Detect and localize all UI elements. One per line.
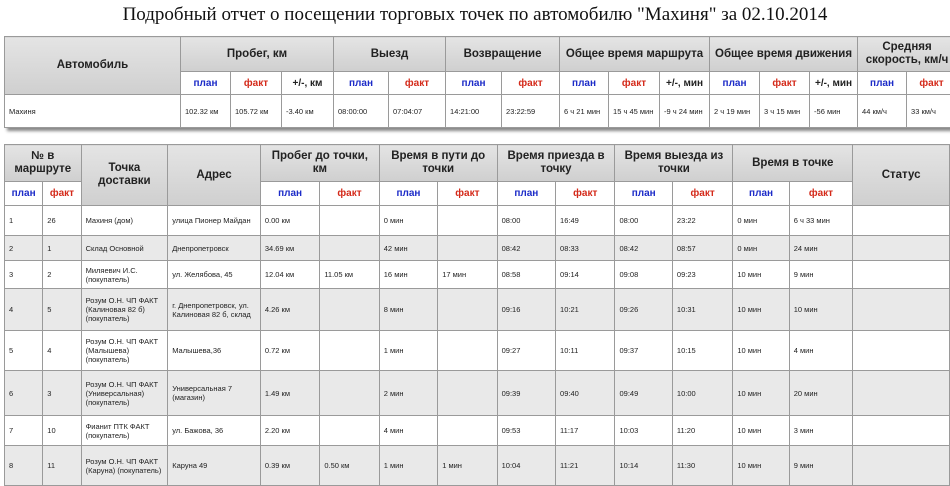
cell-arrival-plan: 10:04 [497, 446, 555, 486]
cell-leave-plan: 08:42 [615, 236, 672, 261]
cell-leave-plan: 10:14 [615, 446, 672, 486]
cell-address: Универсальная 7 (магазин) [168, 371, 261, 416]
cell-number-plan: 3 [5, 261, 43, 289]
cell-stay-fact: 9 мин [789, 261, 852, 289]
cell-leave-fact: 10:00 [672, 371, 732, 416]
sub-fact: факт [231, 72, 282, 95]
sub-fact: факт [789, 182, 852, 206]
cell-leave-fact: 11:20 [672, 416, 732, 446]
cell-leave-plan: 09:08 [615, 261, 672, 289]
cell-arrival-fact: 11:17 [556, 416, 615, 446]
sub-plan: план [733, 182, 789, 206]
cell-address: Днепропетровск [168, 236, 261, 261]
sub-fact: факт [43, 182, 81, 206]
cell-stay-plan: 0 мин [733, 206, 789, 236]
cell-number-fact: 3 [43, 371, 81, 416]
cell-mileage-plan: 102.32 км [181, 95, 231, 128]
cell-mileage-diff: -3.40 км [282, 95, 334, 128]
cell-number-fact: 10 [43, 416, 81, 446]
cell-stay-fact: 6 ч 33 мин [789, 206, 852, 236]
cell-arrival-fact: 09:14 [556, 261, 615, 289]
cell-distance-fact [320, 236, 379, 261]
header-move-time: Общее время движения [710, 37, 858, 72]
cell-mileage-fact: 105.72 км [231, 95, 282, 128]
cell-number-fact: 4 [43, 331, 81, 371]
cell-move-fact: 3 ч 15 мин [760, 95, 810, 128]
cell-leave-fact: 23:22 [672, 206, 732, 236]
cell-delivery-point: Махиня (дом) [81, 206, 168, 236]
table-row [5, 206, 950, 236]
cell-stay-fact: 4 мин [789, 331, 852, 371]
sub-fact: факт [609, 72, 660, 95]
header-mileage: Пробег, км [181, 37, 334, 72]
table-row [5, 261, 950, 289]
summary-row [5, 95, 950, 128]
cell-address: ул. Желябова, 45 [168, 261, 261, 289]
cell-distance-fact [320, 206, 379, 236]
header-delivery-point: Точка доставки [81, 145, 168, 206]
cell-number-plan: 6 [5, 371, 43, 416]
sub-plan: план [446, 72, 502, 95]
cell-distance-plan: 34.69 км [260, 236, 319, 261]
cell-address: г. Днепропетровск, ул. Калиновая 82 б, склад [168, 289, 261, 331]
sub-plan: план [379, 182, 437, 206]
cell-distance-fact [320, 371, 379, 416]
sub-fact: факт [907, 72, 950, 95]
sub-diff: +/-, мин [660, 72, 710, 95]
cell-travel-plan: 1 мин [379, 331, 437, 371]
cell-leave-plan: 09:49 [615, 371, 672, 416]
cell-stay-plan: 10 мин [733, 331, 789, 371]
cell-travel-plan: 42 мин [379, 236, 437, 261]
cell-address: улица Пионер Майдан [168, 206, 261, 236]
cell-arrival-fact: 16:49 [556, 206, 615, 236]
header-arrival-time: Время приезда в точку [497, 145, 615, 182]
cell-stay-fact: 3 мин [789, 416, 852, 446]
cell-departure-fact: 07:04:07 [389, 95, 446, 128]
cell-stay-plan: 10 мин [733, 371, 789, 416]
cell-delivery-point: Фианит ПТК ФАКТ (покупатель) [81, 416, 168, 446]
cell-leave-plan: 09:37 [615, 331, 672, 371]
sub-fact: факт [556, 182, 615, 206]
header-route-time: Общее время маршрута [560, 37, 710, 72]
cell-distance-fact [320, 331, 379, 371]
cell-distance-fact [320, 416, 379, 446]
cell-distance-plan: 12.04 км [260, 261, 319, 289]
cell-number-plan: 4 [5, 289, 43, 331]
report-title: Подробный отчет о посещении торговых точек по автомобилю "Махиня" за 02.10.2014 [0, 4, 950, 26]
cell-number-plan: 7 [5, 416, 43, 446]
cell-leave-plan: 08:00 [615, 206, 672, 236]
table-row [5, 331, 950, 371]
cell-speed-plan: 44 км/ч [858, 95, 907, 128]
cell-travel-plan: 8 мин [379, 289, 437, 331]
cell-arrival-plan: 09:27 [497, 331, 555, 371]
cell-address: Каруна 49 [168, 446, 261, 486]
cell-travel-fact [438, 289, 497, 331]
cell-travel-plan: 4 мин [379, 416, 437, 446]
cell-leave-fact: 10:31 [672, 289, 732, 331]
cell-stay-plan: 0 мин [733, 236, 789, 261]
cell-speed-fact: 33 км/ч [907, 95, 950, 128]
cell-status [853, 289, 950, 331]
cell-delivery-point: Миляевич И.С. (покупатель) [81, 261, 168, 289]
cell-travel-fact [438, 236, 497, 261]
cell-delivery-point: Розум О.Н. ЧП ФАКТ (Каруна) (покупатель) [81, 446, 168, 486]
cell-route-diff: -9 ч 24 мин [660, 95, 710, 128]
cell-arrival-fact: 10:21 [556, 289, 615, 331]
cell-distance-fact [320, 289, 379, 331]
cell-status [853, 416, 950, 446]
cell-number-plan: 1 [5, 206, 43, 236]
cell-stay-plan: 10 мин [733, 446, 789, 486]
cell-stay-fact: 20 мин [789, 371, 852, 416]
header-distance: Пробег до точки, км [260, 145, 379, 182]
cell-travel-plan: 16 мин [379, 261, 437, 289]
sub-fact: факт [502, 72, 560, 95]
sub-fact: факт [760, 72, 810, 95]
cell-distance-fact: 11.05 км [320, 261, 379, 289]
cell-travel-plan: 2 мин [379, 371, 437, 416]
cell-travel-fact [438, 371, 497, 416]
cell-arrival-fact: 09:40 [556, 371, 615, 416]
sub-plan: план [260, 182, 319, 206]
header-leave-time: Время выезда из точки [615, 145, 733, 182]
sub-plan: план [5, 182, 43, 206]
header-travel-time: Время в пути до точки [379, 145, 497, 182]
cell-status [853, 331, 950, 371]
header-departure: Выезд [334, 37, 446, 72]
cell-travel-plan: 1 мин [379, 446, 437, 486]
table-row [5, 289, 950, 331]
cell-route-plan: 6 ч 21 мин [560, 95, 609, 128]
sub-fact: факт [672, 182, 732, 206]
cell-distance-plan: 2.20 км [260, 416, 319, 446]
cell-arrival-plan: 09:16 [497, 289, 555, 331]
cell-distance-plan: 1.49 км [260, 371, 319, 416]
sub-plan: план [560, 72, 609, 95]
table-row [5, 446, 950, 486]
cell-vehicle: Махиня [5, 95, 181, 128]
cell-stay-fact: 24 мин [789, 236, 852, 261]
header-avg-speed: Средняя скорость, км/ч [858, 37, 950, 72]
cell-leave-plan: 09:26 [615, 289, 672, 331]
cell-travel-fact [438, 416, 497, 446]
sub-plan: план [710, 72, 760, 95]
cell-leave-plan: 10:03 [615, 416, 672, 446]
cell-stay-fact: 10 мин [789, 289, 852, 331]
cell-return-plan: 14:21:00 [446, 95, 502, 128]
cell-leave-fact: 10:15 [672, 331, 732, 371]
sub-plan: план [181, 72, 231, 95]
cell-number-plan: 5 [5, 331, 43, 371]
cell-distance-plan: 0.00 км [260, 206, 319, 236]
cell-number-fact: 2 [43, 261, 81, 289]
header-address: Адрес [168, 145, 261, 206]
cell-distance-plan: 0.72 км [260, 331, 319, 371]
table-row [5, 416, 950, 446]
cell-arrival-plan: 09:53 [497, 416, 555, 446]
cell-address: Малышева,36 [168, 331, 261, 371]
sub-diff: +/-, км [282, 72, 334, 95]
summary-table [4, 36, 950, 128]
cell-leave-fact: 11:30 [672, 446, 732, 486]
cell-move-plan: 2 ч 19 мин [710, 95, 760, 128]
header-vehicle: Автомобиль [5, 37, 181, 95]
table-row [5, 371, 950, 416]
details-table [4, 144, 950, 486]
cell-move-diff: -56 мин [810, 95, 858, 128]
sub-fact: факт [389, 72, 446, 95]
cell-number-fact: 5 [43, 289, 81, 331]
cell-arrival-plan: 08:42 [497, 236, 555, 261]
cell-status [853, 206, 950, 236]
header-status: Статус [853, 145, 950, 206]
cell-number-fact: 26 [43, 206, 81, 236]
cell-travel-fact [438, 331, 497, 371]
cell-distance-plan: 0.39 км [260, 446, 319, 486]
cell-arrival-plan: 09:39 [497, 371, 555, 416]
sub-plan: план [334, 72, 389, 95]
cell-arrival-fact: 08:33 [556, 236, 615, 261]
cell-stay-plan: 10 мин [733, 416, 789, 446]
cell-route-fact: 15 ч 45 мин [609, 95, 660, 128]
cell-arrival-plan: 08:00 [497, 206, 555, 236]
sub-plan: план [615, 182, 672, 206]
cell-travel-fact: 17 мин [438, 261, 497, 289]
cell-departure-plan: 08:00:00 [334, 95, 389, 128]
header-route-number: № в маршруте [5, 145, 82, 182]
cell-number-fact: 11 [43, 446, 81, 486]
cell-number-fact: 1 [43, 236, 81, 261]
cell-arrival-fact: 10:11 [556, 331, 615, 371]
cell-status [853, 446, 950, 486]
sub-plan: план [497, 182, 555, 206]
sub-diff: +/-, мин [810, 72, 858, 95]
cell-delivery-point: Розум О.Н. ЧП ФАКТ (Малышева) (покупатель) [81, 331, 168, 371]
cell-delivery-point: Склад Основной [81, 236, 168, 261]
cell-number-plan: 8 [5, 446, 43, 486]
cell-status [853, 371, 950, 416]
cell-stay-plan: 10 мин [733, 261, 789, 289]
header-stay-time: Время в точке [733, 145, 853, 182]
sub-fact: факт [438, 182, 497, 206]
cell-leave-fact: 09:23 [672, 261, 732, 289]
cell-address: ул. Бажова, 36 [168, 416, 261, 446]
cell-distance-fact: 0.50 км [320, 446, 379, 486]
cell-return-fact: 23:22:59 [502, 95, 560, 128]
cell-status [853, 236, 950, 261]
sub-fact: факт [320, 182, 379, 206]
sub-plan: план [858, 72, 907, 95]
cell-delivery-point: Розум О.Н. ЧП ФАКТ (Универсальная) (покупатель) [81, 371, 168, 416]
cell-arrival-fact: 11:21 [556, 446, 615, 486]
cell-distance-plan: 4.26 км [260, 289, 319, 331]
cell-arrival-plan: 08:58 [497, 261, 555, 289]
cell-travel-plan: 0 мин [379, 206, 437, 236]
cell-delivery-point: Розум О.Н. ЧП ФАКТ (Калиновая 82 б) (покупатель) [81, 289, 168, 331]
cell-status [853, 261, 950, 289]
cell-travel-fact [438, 206, 497, 236]
cell-number-plan: 2 [5, 236, 43, 261]
header-return: Возвращение [446, 37, 560, 72]
cell-stay-plan: 10 мин [733, 289, 789, 331]
cell-stay-fact: 9 мин [789, 446, 852, 486]
cell-leave-fact: 08:57 [672, 236, 732, 261]
cell-travel-fact: 1 мин [438, 446, 497, 486]
table-row [5, 236, 950, 261]
